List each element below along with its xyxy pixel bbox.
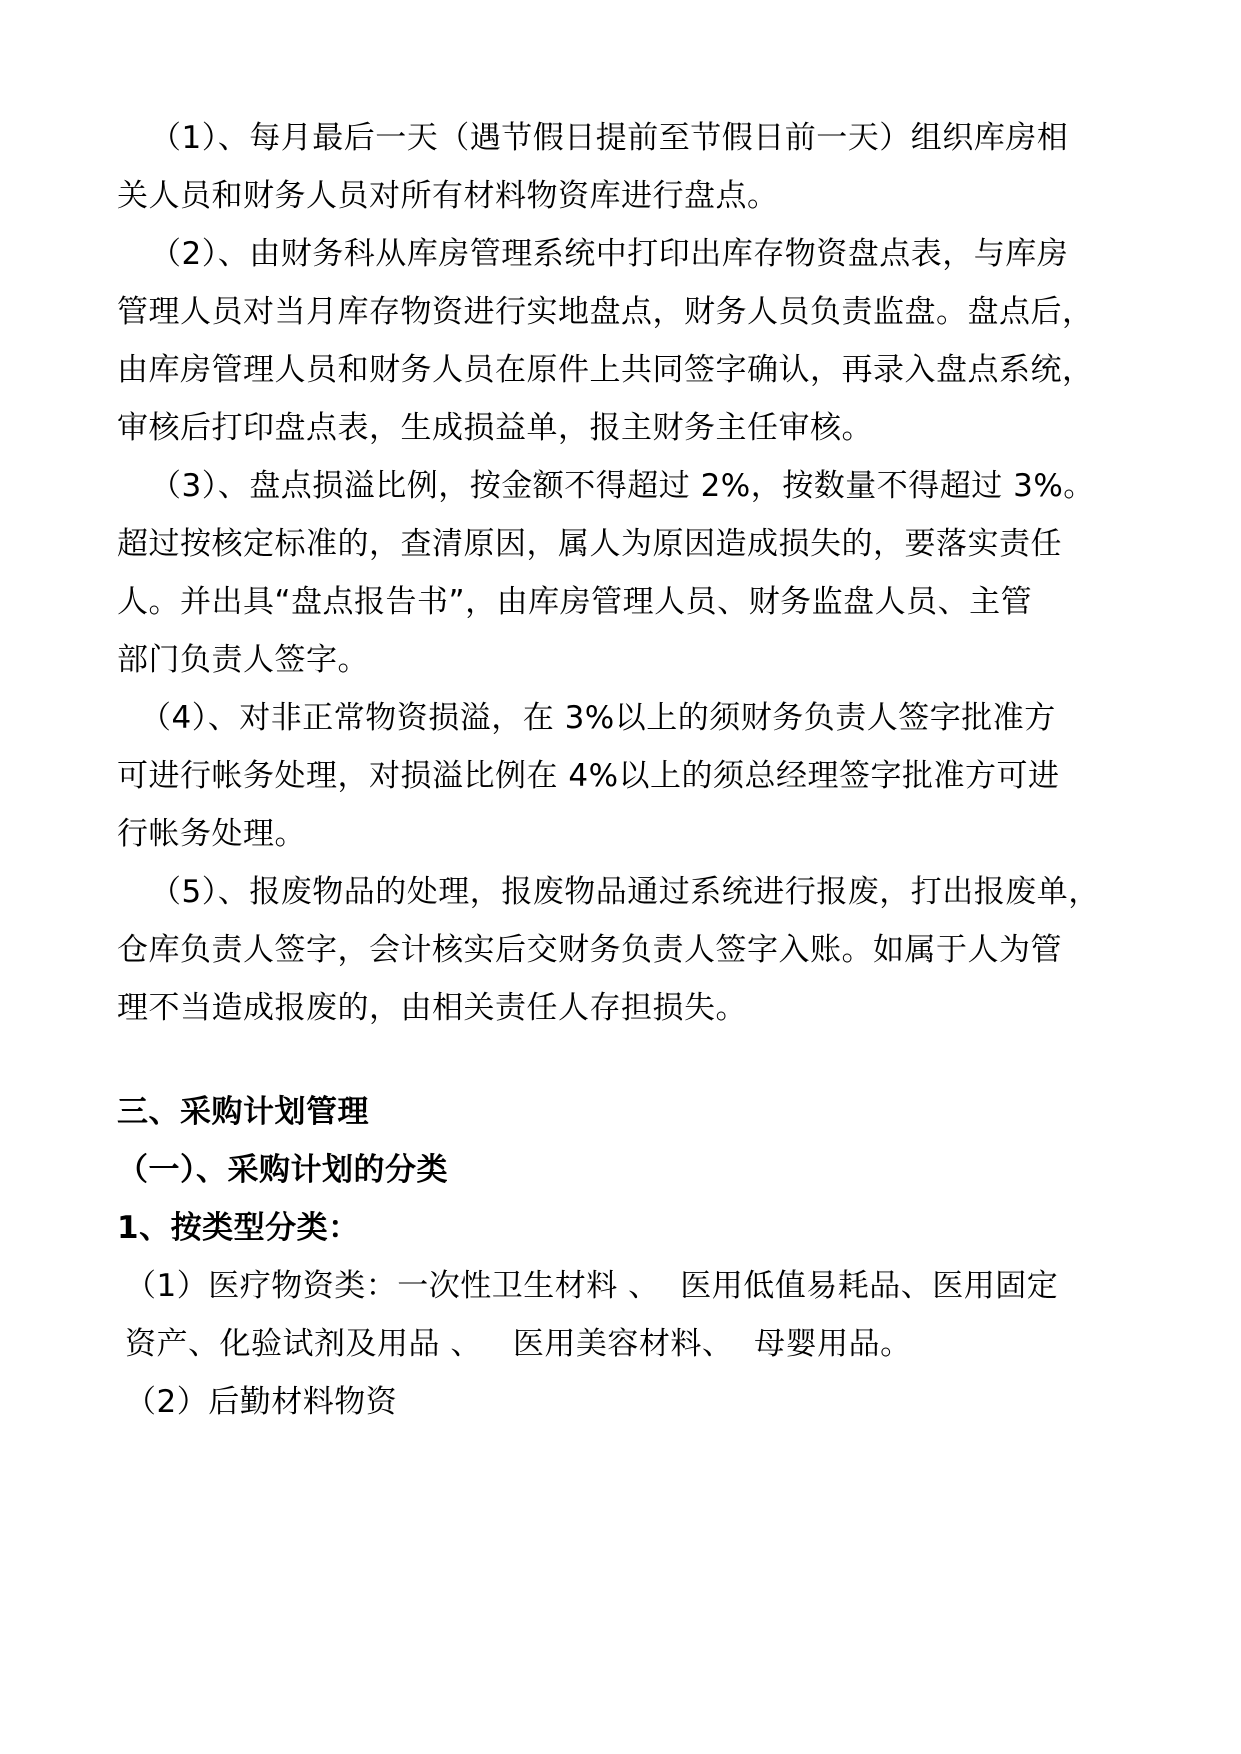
paragraph-4-line-2: 可进行帐务处理，对损溢比例在 4%以上的须总经理签字批准方可进 [117, 758, 1060, 794]
logistics-supplies-line: （2）后勤材料物资 [125, 1384, 398, 1420]
paragraph-1-line-1: （1）、每月最后一天（遇节假日提前至节假日前一天）组织库房相 [150, 120, 1069, 156]
paragraph-3-line-4: 部门负责人签字。 [117, 642, 369, 678]
paragraph-5-line-1: （5）、报废物品的处理，报废物品通过系统进行报废，打出报废单， [150, 874, 1100, 910]
paragraph-2-line-1: （2）、由财务科从库房管理系统中打印出库存物资盘点表，与库房 [150, 236, 1069, 272]
paragraph-3-line-1: （3）、盘点损溢比例，按金额不得超过 2%，按数量不得超过 3%。 [150, 468, 1095, 504]
paragraph-5-line-3: 理不当造成报废的，由相关责任人存担损失。 [117, 990, 747, 1026]
paragraph-3-line-2: 超过按核定标准的，查清原因，属人为原因造成损失的，要落实责任 [117, 526, 1062, 562]
section-heading: 三、采购计划管理 [117, 1094, 369, 1130]
paragraph-2-line-2: 管理人员对当月库存物资进行实地盘点，财务人员负责监盘。盘点后， [117, 294, 1094, 330]
paragraph-4-line-3: 行帐务处理。 [117, 816, 306, 852]
paragraph-4-line-1: （4）、对非正常物资损溢，在 3%以上的须财务负责人签字批准方 [140, 700, 1056, 736]
medical-supplies-line-2: 资产、化验试剂及用品 、 医用美容材料、 母婴用品。 [125, 1326, 912, 1362]
paragraph-2-line-4: 审核后打印盘点表，生成损益单，报主财务主任审核。 [117, 410, 873, 446]
medical-supplies-line-1: （1）医疗物资类：一次性卫生材料 、 医用低值易耗品、医用固定 [125, 1268, 1059, 1304]
paragraph-1-line-2: 关人员和财务人员对所有材料物资库进行盘点。 [117, 178, 779, 214]
paragraph-2-line-3: 由库房管理人员和财务人员在原件上共同签字确认，再录入盘点系统， [117, 352, 1094, 388]
classification-heading: 1、按类型分类： [117, 1210, 360, 1246]
subsection-heading: （一）、采购计划的分类 [117, 1152, 448, 1188]
paragraph-3-line-3: 人。并出具“盘点报告书”，由库房管理人员、财务监盘人员、主管 [117, 584, 1033, 620]
paragraph-5-line-2: 仓库负责人签字，会计核实后交财务负责人签字入账。如属于人为管 [117, 932, 1062, 968]
